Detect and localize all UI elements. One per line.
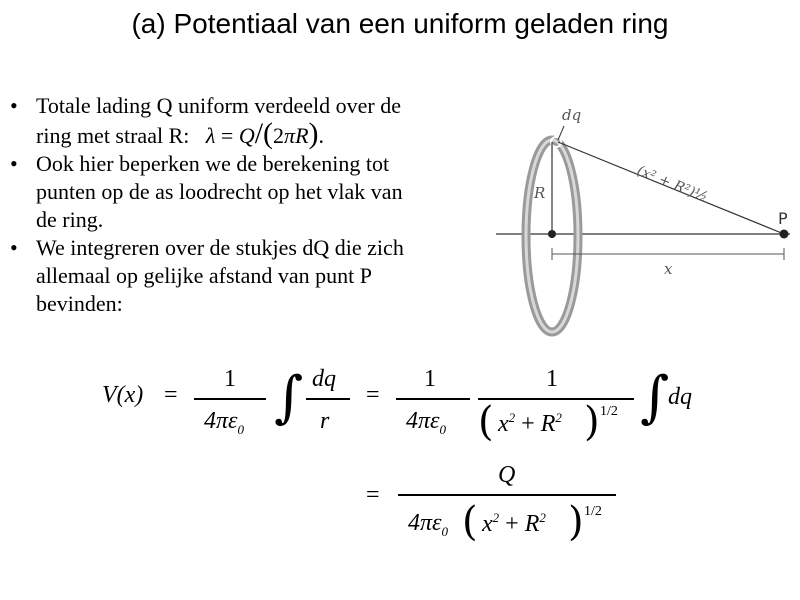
label-R: R [534,184,546,202]
bullet-dot: • [10,151,18,176]
bullet-2-line-2: punten op de as loodrecht op het vlak van [36,179,403,204]
dq-leader [558,126,564,140]
fraction-bar-4 [478,398,634,400]
bullet-dot: • [10,235,18,260]
equals-1: = [164,382,178,408]
integrand-dq: dq [668,384,692,410]
equals-3: = [366,482,380,508]
center-point [548,230,556,238]
bullet-total-charge [10,92,490,150]
numerator-dq: dq [312,366,336,392]
lambda-formula: λ = Q/(2πR). [205,117,325,150]
bullet-2-line-3: de ring. [36,207,104,232]
paren-open-1: ( [478,399,494,445]
paren-open-2: ( [462,499,478,545]
paren-close-2: ) [568,499,584,545]
denominator-r: r [320,408,330,434]
bullet-integration [10,234,490,318]
paren-close-1: ) [584,399,600,445]
exponent-half-1: 1/2 [600,404,618,419]
fraction-bar-1 [194,398,266,400]
fraction-bar-2 [306,398,350,400]
bullet-axis-points [10,150,490,234]
bullet-1-line-2-text: ring met straal R: [36,123,190,148]
bullet-1-line-2 [36,117,490,150]
ring-diagram [488,96,800,356]
denominator-4pieps-2: $4\pi\varepsilon_0$ [406,408,446,437]
denominator-4pieps-3: $4\pi\varepsilon_0$ [408,510,448,539]
slide-title: (a) Potentiaal van een uniform geladen ring [131,8,669,39]
numerator-one-3: 1 [546,366,558,392]
fraction-bar-5 [398,494,616,496]
bullet-3-line-3: bevinden: [36,291,123,316]
equals-2: = [366,382,380,408]
fraction-bar-3 [396,398,470,400]
label-x: x [664,260,673,278]
point-p [780,230,789,239]
bullet-1-line-1: Totale lading Q uniform verdeeld over de [36,93,401,118]
label-dq: dq [562,106,582,124]
exponent-half-2: 1/2 [584,504,602,519]
numerator-Q: Q [498,462,516,488]
numerator-one-2: 1 [424,366,436,392]
bullet-list [10,92,490,318]
bullet-3-line-1: We integreren over de stukjes dQ die zich [36,235,404,260]
denominator-x2-r2-2: $x^2 + R^2$ [482,510,546,537]
bullet-3-line-2: allemaal op gelijke afstand van punt P [36,263,373,288]
label-distance: (x² + R²)½ [634,162,710,206]
bullet-2-line-1: Ook hier beperken we de berekening tot [36,151,390,176]
v-of-x: V(x) [102,382,144,408]
denominator-4pieps-1: $4\pi\varepsilon_0$ [204,408,244,437]
integral-sign-1: ∫ [274,365,304,430]
denominator-x2-r2-1: $x^2 + R^2$ [498,410,562,437]
label-P: P [778,209,788,228]
numerator-one-1: 1 [224,366,236,392]
integral-sign-2: ∫ [640,365,670,430]
bullet-dot: • [10,93,18,118]
